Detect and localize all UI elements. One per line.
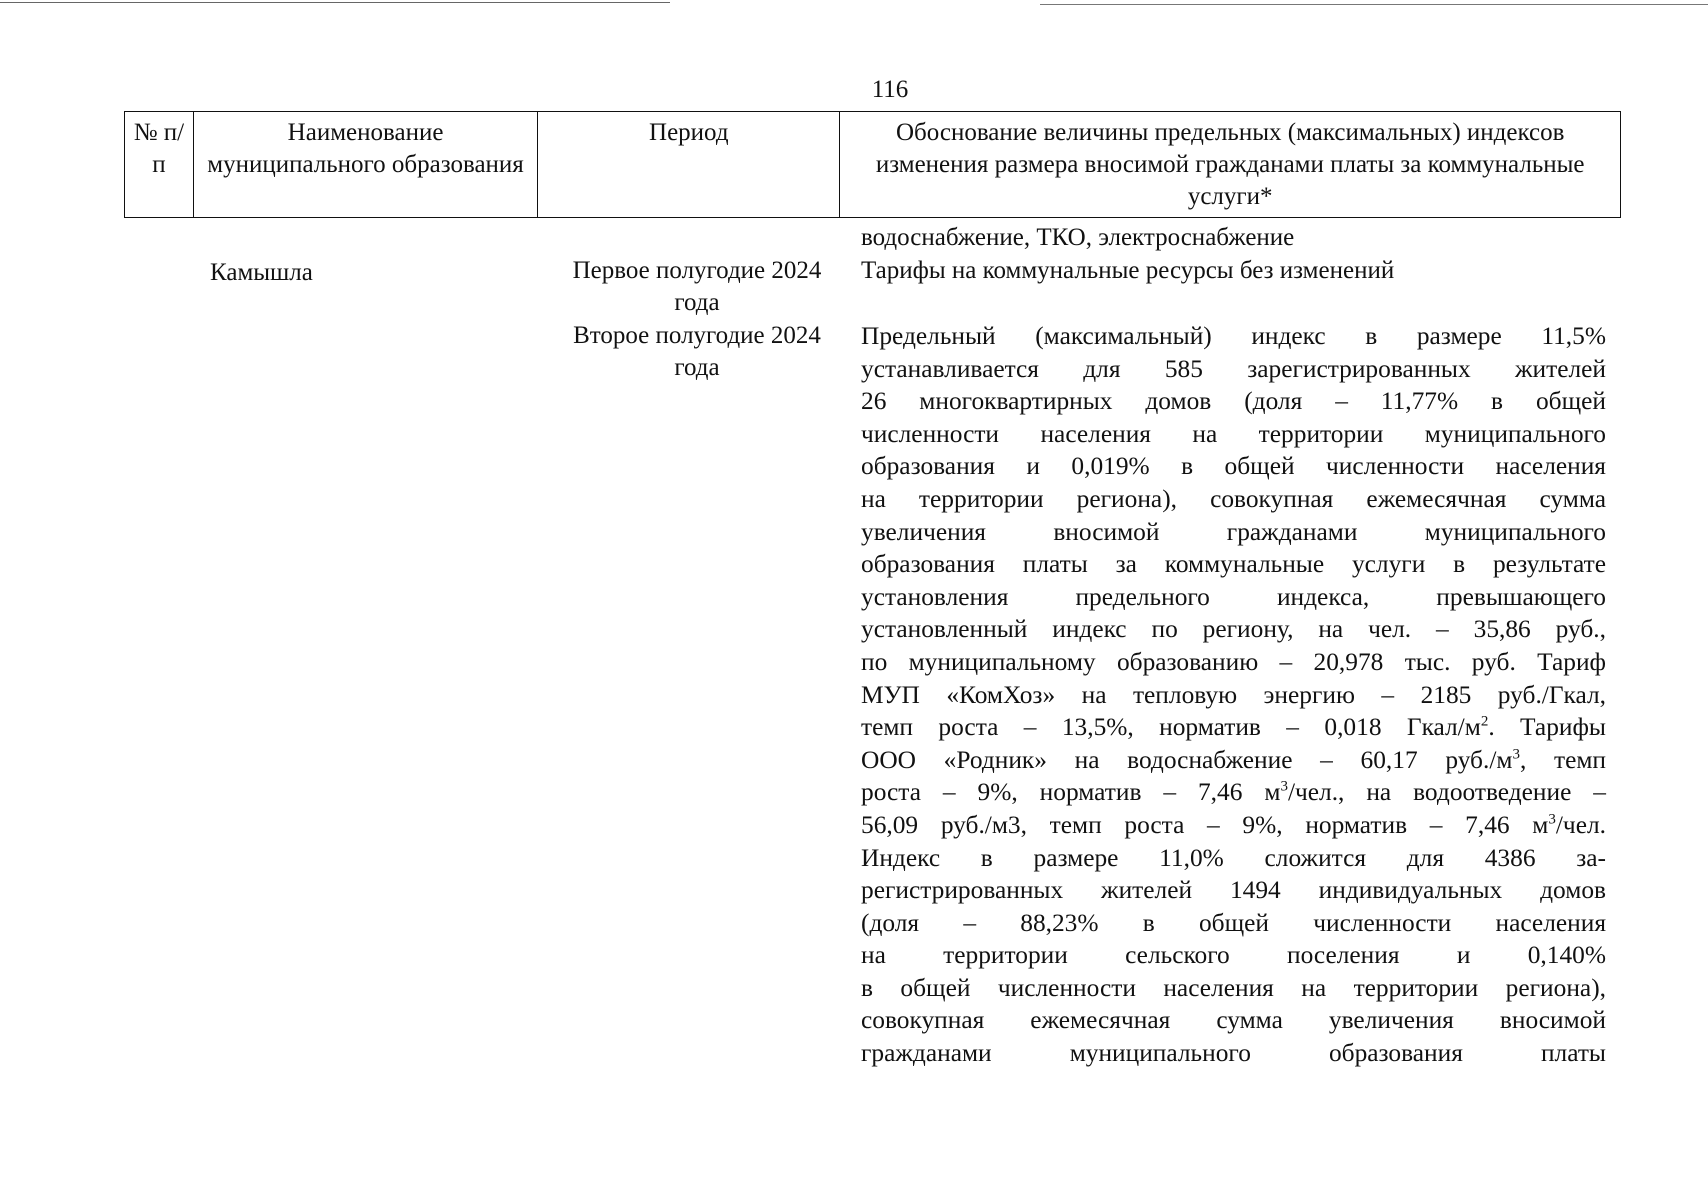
- basis-line: устанавливается для 585 зарегистрированных жителей: [861, 354, 1606, 383]
- basis-line: темп роста – 13,5%, норматив – 0,018 Гкал/$м^2$. Тарифы: [861, 713, 1606, 742]
- basis-line: гражданами муниципального образования платы: [861, 1039, 1606, 1068]
- basis-line: установленный индекс по региону, на чел. – 35,86 руб.,: [861, 615, 1606, 644]
- basis-line: в общей численности населения на территории региона),: [861, 973, 1606, 1002]
- basis-line: регистрированных жителей 1494 индивидуальных домов: [861, 876, 1606, 905]
- basis-first-half: Тарифы на коммунальные ресурсы без изменений: [861, 257, 1395, 284]
- header-cell-number: № п/п: [125, 112, 194, 218]
- basis-line: МУП «КомХоз» на тепловую энергию – 2185 руб./Гкал,: [861, 680, 1606, 709]
- scan-artifact-line: [0, 2, 670, 3]
- continuation-text: водоснабжение, ТКО, электроснабжение: [861, 224, 1295, 251]
- basis-line: образования и 0,019% в общей численности населения: [861, 452, 1606, 481]
- basis-line: (доля – 88,23% в общей численности населения: [861, 908, 1606, 937]
- period-second-half: Второе полугодие 2024 года: [573, 322, 821, 381]
- basis-line: образования платы за коммунальные услуги в результате: [861, 550, 1606, 579]
- basis-line: численности населения на территории муниципального: [861, 419, 1606, 448]
- scan-artifact-line: [1040, 4, 1708, 5]
- header-cell-municipality: Наименование муниципального образования: [193, 112, 537, 218]
- basis-line: на территории сельского поселения и 0,140%: [861, 941, 1606, 970]
- basis-second-half: [861, 320, 1606, 1070]
- table-header: [124, 111, 1621, 218]
- basis-line: Индекс в размере 11,0% сложится для 4386 за-: [861, 843, 1606, 872]
- municipality-name: Камышла: [210, 259, 313, 286]
- basis-line: установления предельного индекса, превышающего: [861, 582, 1606, 611]
- basis-line: ООО «Родник» на водоснабжение – 60,17 $руб./м^3$, темп: [861, 745, 1606, 774]
- basis-line: роста – 9%, норматив – 7,46 $м^3$/чел., на водоотведение –: [861, 778, 1607, 807]
- basis-line: по муниципальному образованию – 20,978 тыс. руб. Тариф: [861, 647, 1606, 676]
- basis-line: совокупная ежемесячная сумма увеличения вносимой: [861, 1006, 1606, 1035]
- period-first-half: Первое полугодие 2024 года: [572, 257, 822, 316]
- basis-line: 26 многоквартирных домов (доля – 11,77% в общей: [861, 387, 1606, 416]
- header-cell-basis: Обоснование величины предельных (максимальных) индексов изменения размера вносимой гражданами платы за коммунальные услуги*: [840, 112, 1621, 218]
- basis-line: Предельный (максимальный) индекс в размере 11,5%: [861, 322, 1606, 350]
- basis-line: увеличения вносимой гражданами муниципального: [861, 517, 1606, 546]
- page-number: 116: [871, 76, 909, 103]
- basis-line: 56,09 руб./м3, темп роста – 9%, норматив – 7,46 $м^3$/чел.: [861, 810, 1606, 839]
- header-cell-period: Период: [538, 112, 840, 218]
- basis-line: на территории региона), совокупная ежемесячная сумма: [861, 484, 1606, 513]
